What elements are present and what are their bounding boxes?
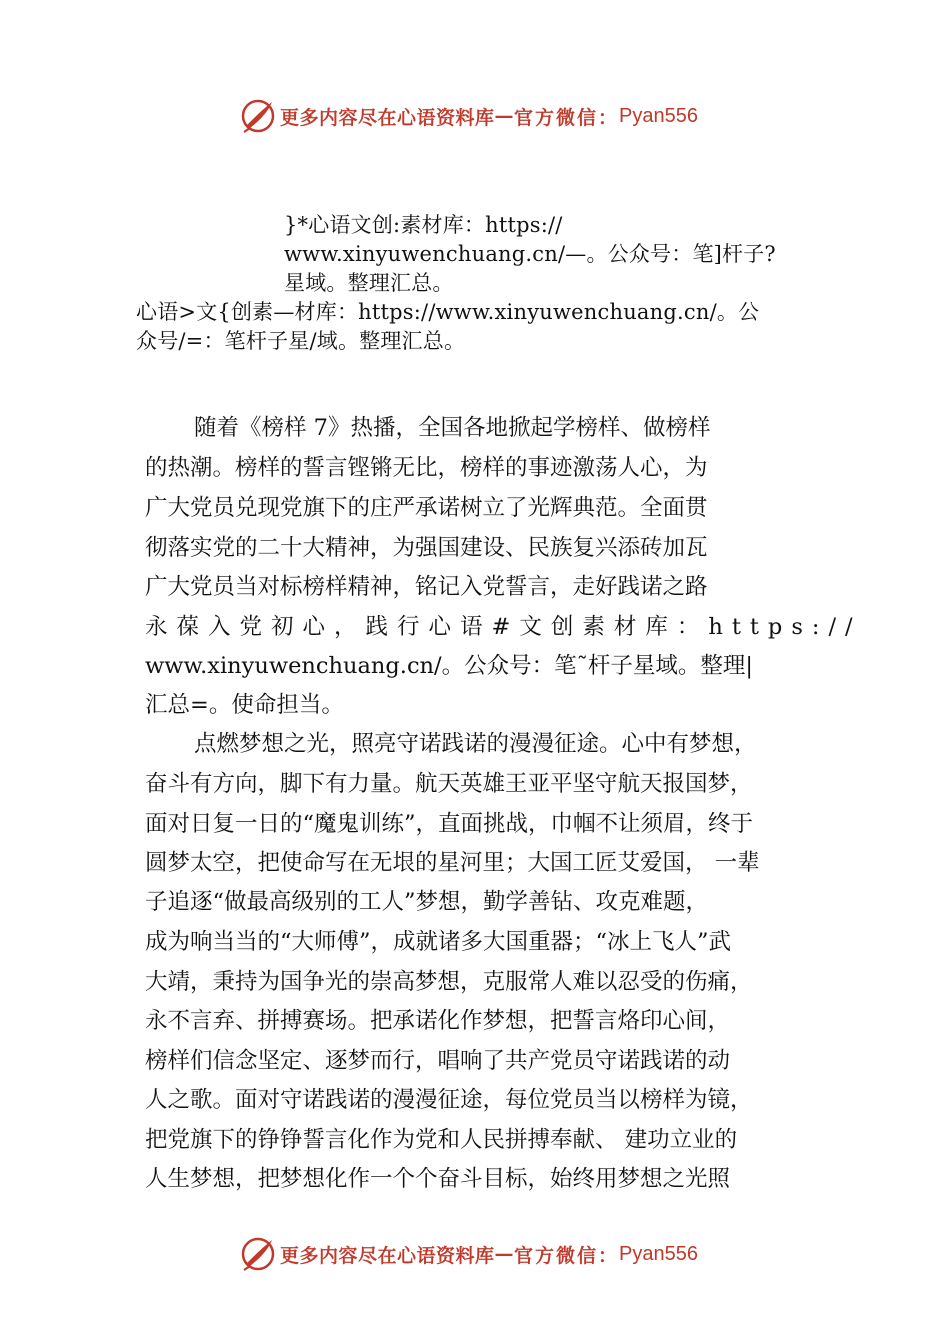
paragraph-line: 把党旗下的铮铮誓言化作为党和人民拼搏奉献、 建功立业的 (145, 1127, 738, 1153)
paragraph-line: 点燃梦想之光，照亮守诺践诺的漫漫征途。心中有梦想， (194, 731, 757, 757)
paragraph-line: 彻落实党的二十大精神，为强国建设、民族复兴添砖加瓦 (145, 535, 708, 561)
watermark-line: 星域。整理汇总。 (284, 271, 454, 295)
banner-wechat-id: Pyan556 (619, 104, 698, 127)
banner-separator: — (494, 105, 515, 127)
watermark-line: }*心语文创:素材库：https:// (284, 213, 563, 237)
paragraph-line: 广大党员当对标榜样精神，铭记入党誓言，走好践诺之路 (145, 574, 708, 600)
banner-promo-text: 更多内容尽在心语资料库 (280, 106, 495, 129)
paragraph-line: 汇总=。使命担当。 (145, 692, 344, 718)
paragraph-line: 子追逐“做最高级别的工人”梦想，勤学善钻、攻克难题， (145, 889, 709, 915)
banner-wechat-id: Pyan556 (619, 1242, 698, 1265)
footer-banner (240, 1234, 760, 1274)
paragraph-line: 人之歌。面对守诺践诺的漫漫征途，每位党员当以榜样为镜， (145, 1087, 753, 1113)
paragraph-line: 面对日复一日的“魔鬼训练”，直面挑战，巾帼不让须眉，终于 (145, 811, 754, 837)
paragraph-line: www.xinyuwenchuang.cn/。公众号：笔˜杆子星域。整理| (145, 653, 753, 679)
banner-promo-text: 更多内容尽在心语资料库 (280, 1244, 495, 1267)
quill-logo-icon (240, 98, 276, 134)
paragraph-line: 圆梦太空，把使命写在无垠的星河里；大国工匠艾爱国， 一辈 (145, 850, 760, 876)
paragraph-line: 榜样们信念坚定、逐梦而行，唱响了共产党员守诺践诺的动 (145, 1048, 731, 1074)
paragraph-line: 人生梦想，把梦想化作一个个奋斗目标，始终用梦想之光照 (145, 1166, 731, 1192)
paragraph-line: 大靖，秉持为国争光的崇高梦想，克服常人难以忍受的伤痛， (145, 969, 753, 995)
paragraph-line: 奋斗有方向，脚下有力量。航天英雄王亚平坚守航天报国梦， (145, 771, 753, 797)
banner-separator: — (494, 1243, 515, 1265)
watermark-line: 众号/=：笔杆子星/域。整理汇总。 (136, 329, 466, 353)
paragraph-line: 永不言弃、拼搏赛场。把承诺化作梦想，把誓言烙印心间， (145, 1008, 731, 1034)
paragraph-line: 广大党员兑现党旗下的庄严承诺树立了光辉典范。全面贯 (145, 495, 708, 521)
watermark-line: www.xinyuwenchuang.cn/—。公众号：笔]杆子? (284, 242, 776, 266)
watermark-line: 心语>文{创素—材库：https://www.xinyuwenchuang.cn/。公 (136, 300, 760, 324)
paragraph-line: 成为响当当的“大师傅”，成就诸多大国重器；“冰上飞人”武 (145, 929, 732, 955)
paragraph-line: 永葆入党初心，践行心语#文创素材库：https:// (145, 614, 862, 640)
banner-wechat-label: 官方微信： (514, 106, 620, 129)
quill-logo-icon (240, 1236, 276, 1272)
paragraph-line: 随着《榜样 7》热播，全国各地掀起学榜样、做榜样 (194, 415, 711, 441)
header-banner (240, 96, 760, 136)
banner-wechat-label: 官方微信： (514, 1244, 620, 1267)
paragraph-line: 的热潮。榜样的誓言铿锵无比，榜样的事迹激荡人心，为 (145, 455, 708, 481)
